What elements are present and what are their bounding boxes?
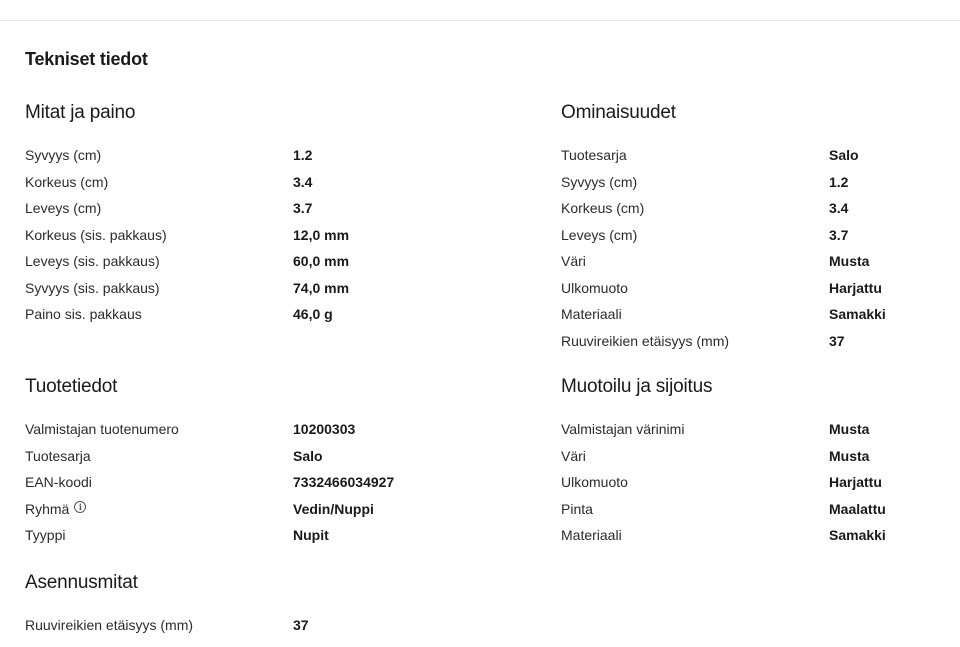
spec-row [25, 301, 465, 328]
spec-label: Syvyys (cm) [25, 147, 102, 164]
spec-label: Valmistajan värinimi [561, 421, 685, 438]
spec-label: Syvyys (cm) [561, 173, 638, 190]
spec-label: Väri [561, 253, 586, 270]
section-muotoilu-ja-sijoitus [561, 375, 960, 549]
page-title: Tekniset tiedot [25, 49, 148, 69]
spec-list [25, 416, 465, 549]
spec-value: Samakki [829, 527, 886, 544]
spec-row [25, 522, 465, 549]
spec-value: Harjattu [829, 474, 882, 491]
spec-row [25, 416, 465, 443]
spec-row [25, 142, 465, 169]
spec-row [561, 522, 960, 549]
spec-value: 7332466034927 [293, 474, 395, 491]
spec-row [25, 169, 465, 196]
spec-value: 12,0 mm [293, 226, 350, 243]
spec-label: Tuotesarja [561, 147, 627, 164]
spec-row [561, 496, 960, 523]
spec-row [25, 275, 465, 302]
spec-label: Tuotesarja [25, 447, 91, 464]
spec-value: 1.2 [829, 173, 849, 190]
spec-label: Ruuvireikien etäisyys (mm) [561, 332, 730, 349]
spec-label: Leveys (cm) [561, 226, 638, 243]
spec-label: Tyyppi [25, 527, 66, 544]
spec-row [561, 416, 960, 443]
spec-label: Väri [561, 447, 586, 464]
spec-value: 37 [293, 617, 309, 634]
spec-value: Musta [829, 253, 870, 270]
spec-label: Korkeus (cm) [561, 200, 645, 217]
section-title: Tuotetiedot [25, 376, 118, 397]
spec-row [561, 248, 960, 275]
section-tuotetiedot [25, 375, 465, 549]
spec-value: 3.7 [293, 200, 313, 217]
spec-value: Salo [829, 147, 859, 164]
spec-list [561, 142, 960, 354]
spec-value: Samakki [829, 306, 886, 323]
spec-row [561, 195, 960, 222]
section-title: Asennusmitat [25, 572, 138, 593]
spec-label [25, 501, 293, 517]
spec-value: Salo [293, 447, 323, 464]
spec-value: 3.7 [829, 226, 849, 243]
spec-value: 1.2 [293, 147, 313, 164]
spec-label: Korkeus (sis. pakkaus) [25, 226, 167, 243]
spec-list [25, 142, 465, 328]
spec-value: 60,0 mm [293, 253, 350, 270]
spec-label: Syvyys (sis. pakkaus) [25, 279, 160, 296]
spec-list [561, 416, 960, 549]
spec-value: Vedin/Nuppi [293, 500, 374, 517]
spec-row [561, 142, 960, 169]
spec-label: Paino sis. pakkaus [25, 306, 142, 323]
spec-row [561, 222, 960, 249]
spec-value: Musta [829, 421, 870, 438]
spec-row [561, 469, 960, 496]
spec-value: Maalattu [829, 500, 886, 517]
spec-label: Ulkomuoto [561, 474, 628, 491]
spec-value: Musta [829, 447, 870, 464]
spec-label: Ulkomuoto [561, 279, 628, 296]
section-title: Ominaisuudet [561, 102, 676, 123]
spec-label: Ruuvireikien etäisyys (mm) [25, 617, 194, 634]
spec-label: EAN-koodi [25, 474, 92, 491]
spec-value: 46,0 g [293, 306, 333, 323]
section-asennusmitat [25, 571, 465, 639]
spec-list [25, 612, 465, 639]
section-mitat-ja-paino [25, 101, 465, 328]
spec-label: Leveys (cm) [25, 200, 102, 217]
spec-row [25, 469, 465, 496]
spec-value: Harjattu [829, 279, 882, 296]
spec-row [25, 195, 465, 222]
spec-label: Korkeus (cm) [25, 173, 109, 190]
section-ominaisuudet [561, 101, 960, 354]
spec-row [25, 496, 465, 523]
top-divider [0, 20, 960, 21]
spec-label: Materiaali [561, 306, 622, 323]
spec-label: Leveys (sis. pakkaus) [25, 253, 160, 270]
spec-label: Pinta [561, 500, 593, 517]
spec-row [561, 301, 960, 328]
spec-row [25, 612, 465, 639]
spec-row [561, 169, 960, 196]
spec-row [25, 222, 465, 249]
section-title: Muotoilu ja sijoitus [561, 376, 713, 397]
info-icon[interactable]: i [74, 501, 86, 513]
spec-value: 3.4 [293, 173, 313, 190]
spec-value: 3.4 [829, 200, 849, 217]
spec-value: 10200303 [293, 421, 356, 438]
spec-row [561, 443, 960, 470]
spec-label: Valmistajan tuotenumero [25, 421, 179, 438]
spec-value: Nupit [293, 527, 329, 544]
spec-row [25, 248, 465, 275]
spec-label: Materiaali [561, 527, 622, 544]
spec-row [561, 328, 960, 355]
spec-label-text: Ryhmä [25, 500, 70, 517]
spec-value: 74,0 mm [293, 279, 350, 296]
spec-row [25, 443, 465, 470]
spec-value: 37 [829, 332, 845, 349]
spec-row [561, 275, 960, 302]
section-title: Mitat ja paino [25, 102, 136, 123]
